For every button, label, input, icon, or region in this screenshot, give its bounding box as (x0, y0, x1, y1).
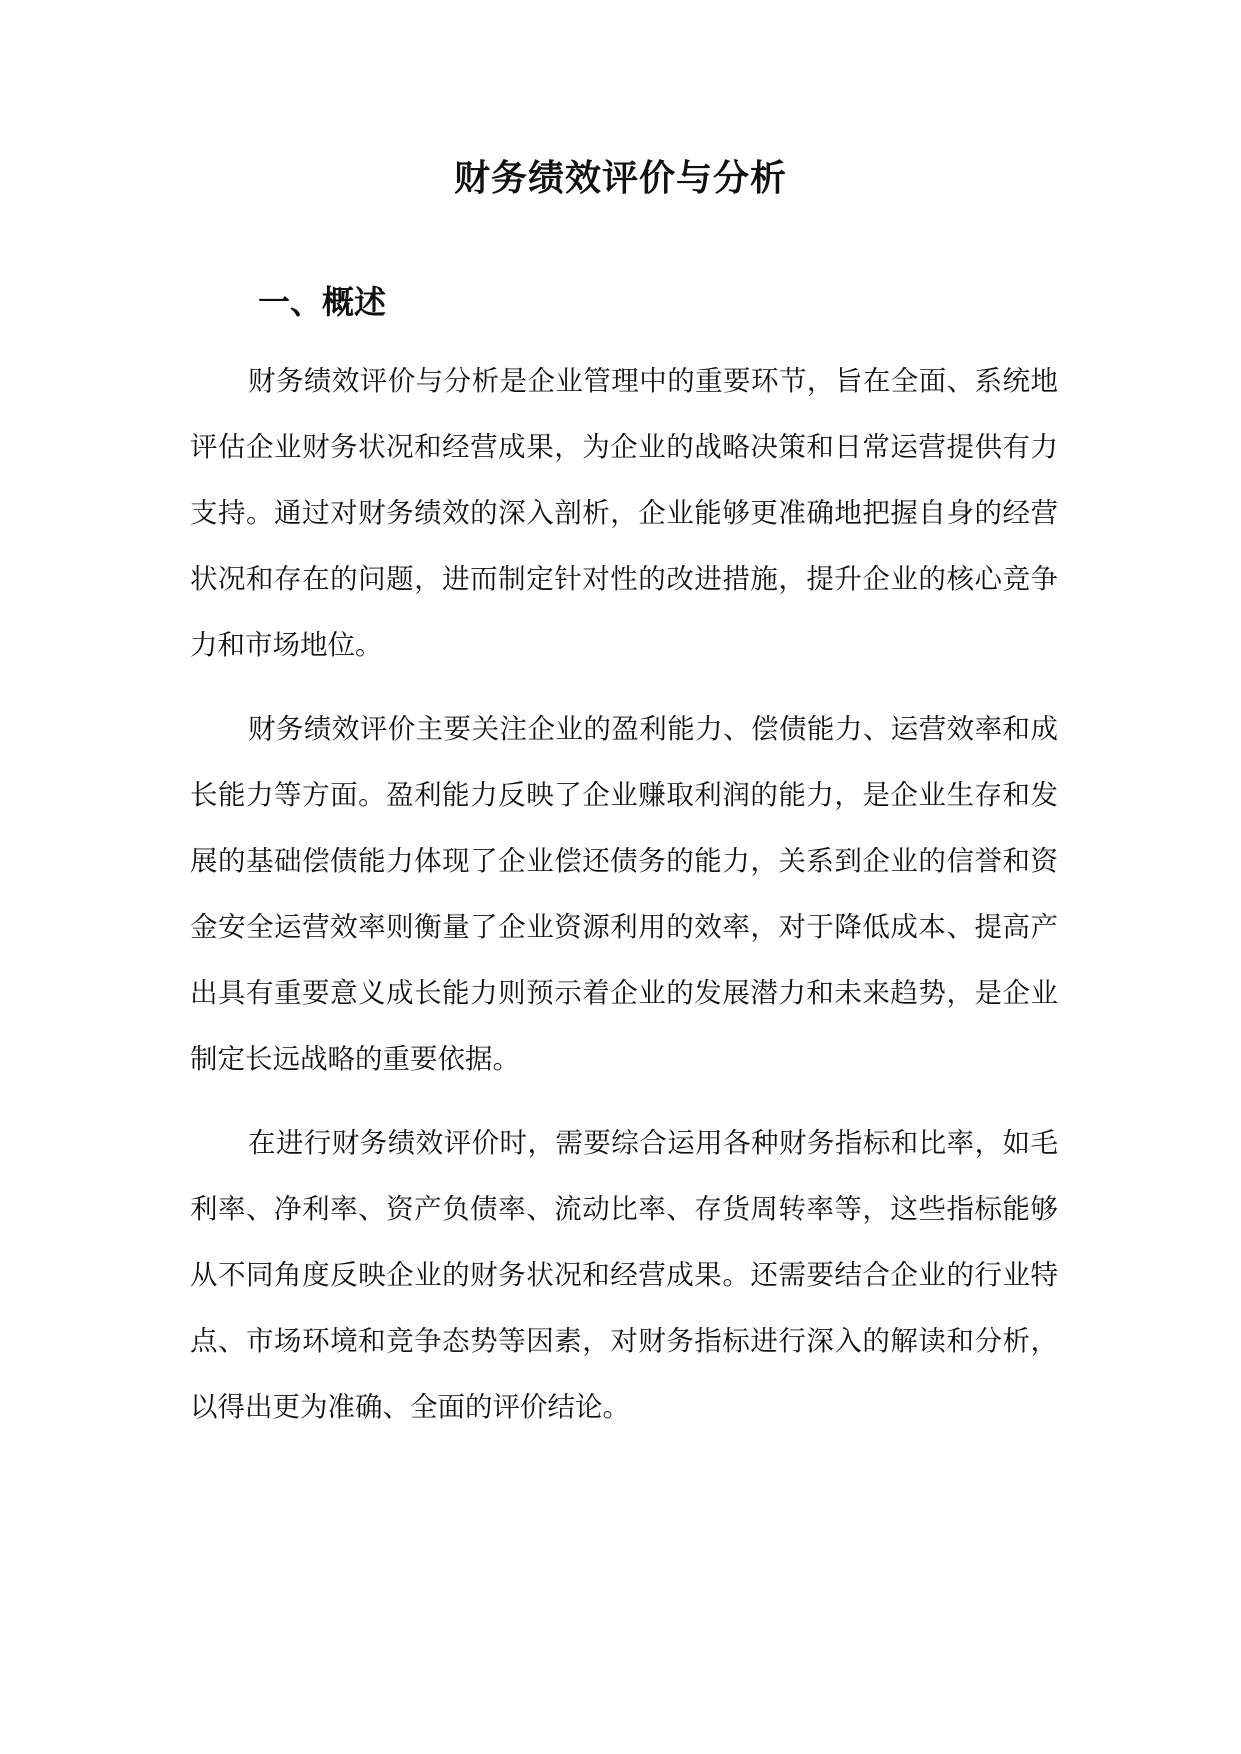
paragraph-2: 财务绩效评价主要关注企业的盈利能力、偿债能力、运营效率和成长能力等方面。盈利能力反映了企业赚取利润的能力，是企业生存和发展的基础偿债能力体现了企业偿还债务的能力，关系到企业的信誉和资金安全运营效率则衡量了企业资源利用的效率，对于降低成本、提高产出具有重要意义成长能力则预示着企业的发展潜力和未来趋势，是企业制定长远战略的重要依据。 (190, 713, 1058, 1075)
paragraph-1: 财务绩效评价与分析是企业管理中的重要环节，旨在全面、系统地评估企业财务状况和经营成果，为企业的战略决策和日常运营提供有力支持。通过对财务绩效的深入剖析，企业能够更准确地把握自身的经营状况和存在的问题，进而制定针对性的改进措施，提升企业的核心竞争力和市场地位。 (190, 365, 1058, 661)
paragraph-3: 在进行财务绩效评价时，需要综合运用各种财务指标和比率，如毛利率、净利率、资产负债率、流动比率、存货周转率等，这些指标能够从不同角度反映企业的财务状况和经营成果。还需要结合企业的行业特点、市场环境和竞争态势等因素，对财务指标进行深入的解读和分析，以得出更为准确、全面的评价结论。 (190, 1127, 1058, 1423)
document-title: 财务绩效评价与分析 (453, 157, 787, 199)
section-body (190, 348, 1058, 1458)
section-heading-overview: 一、概述 (258, 283, 387, 321)
